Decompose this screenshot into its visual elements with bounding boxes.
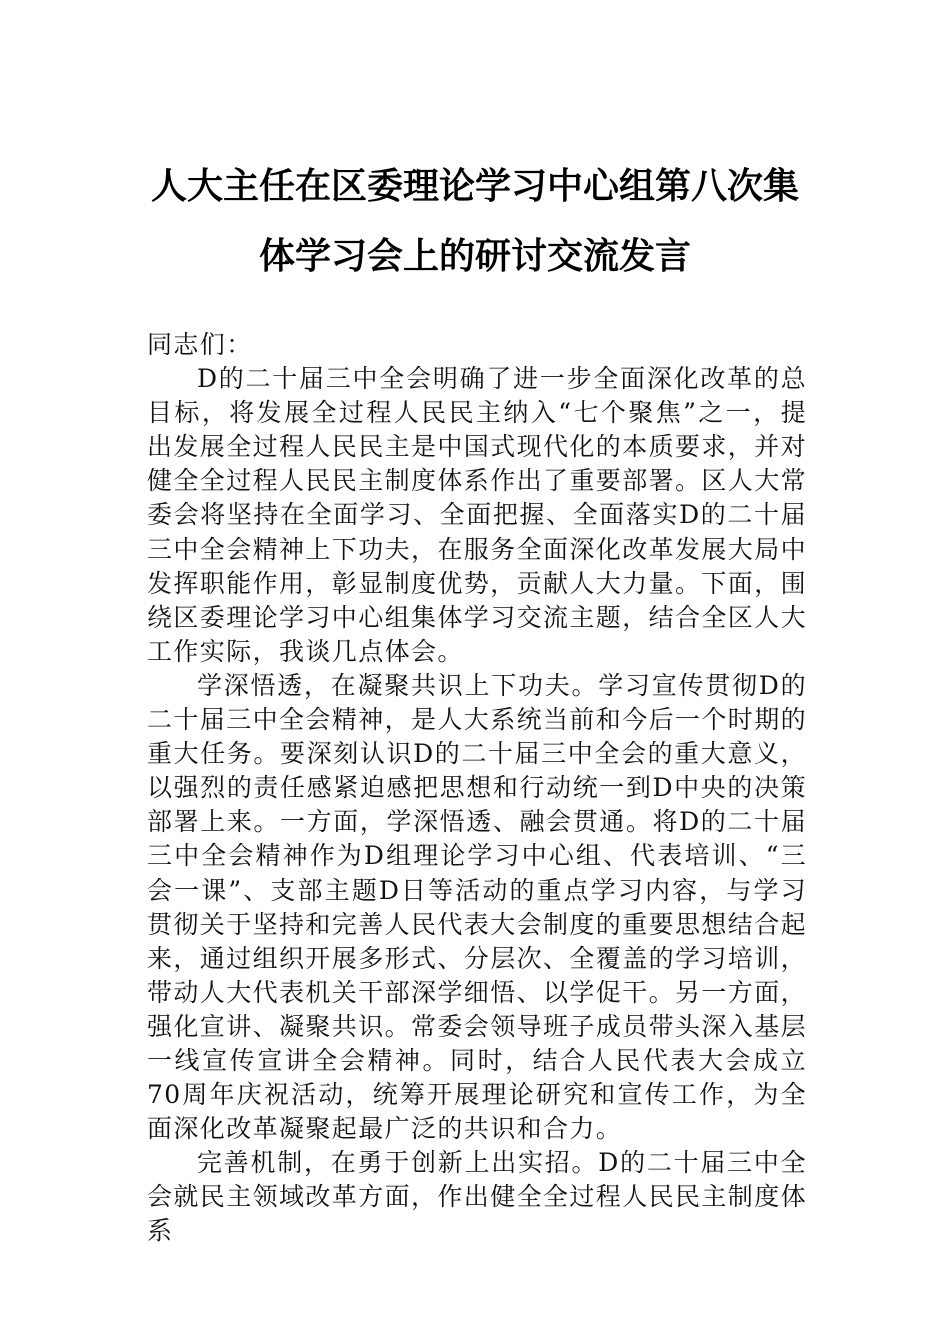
- paragraph-intro: D的二十届三中全会明确了进一步全面深化改革的总目标，将发展全过程人民民主纳入“七个聚焦”之一，提出发展全过程人民民主是中国式现代化的本质要求，并对健全全过程人民民主制度体系作出了重要部署。区人大常委会将坚持在全面学习、全面把握、全面落实D的二十届三中全会精神上下功夫，在服务全面深化改革发展大局中发挥职能作用，彰显制度优势，贡献人大力量。下面，围绕区委理论学习中心组集体学习交流主题，结合全区人大工作实际，我谈几点体会。: [147, 364, 808, 666]
- document-body: [147, 328, 807, 1249]
- document-title-line-1: 人大主任在区委理论学习中心组第八次集: [150, 165, 799, 207]
- paragraph-consensus: 学深悟透，在凝聚共识上下功夫。学习宣传贯彻D的二十届三中全会精神，是人大系统当前和今后一个时期的重大任务。要深刻认识D的二十届三中全会的重大意义，以强烈的责任感紧迫感把思想和行动统一到D中央的决策部署上来。一方面，学深悟透、融会贯通。将D的二十届三中全会精神作为D组理论学习中心组、代表培训、“三会一课”、支部主题D日等活动的重点学习内容，与学习贯彻关于坚持和完善人民代表大会制度的重要思想结合起来，通过组织开展多形式、分层次、全覆盖的学习培训，带动人大代表机关干部深学细悟、以学促干。另一方面，强化宣讲、凝聚共识。常委会领导班子成员带头深入基层一线宣传宣讲全会精神。同时，结合人民代表大会成立70周年庆祝活动，统筹开展理论研究和宣传工作，为全面深化改革凝聚起最广泛的共识和合力。: [147, 670, 808, 1144]
- paragraph-mechanism: 完善机制，在勇于创新上出实招。D的二十届三中全会就民主领域改革方面，作出健全全过程人民民主制度体系: [147, 1148, 808, 1246]
- salutation: 同志们：: [147, 330, 253, 359]
- document-title-line-2: 体学习会上的研讨交流发言: [258, 235, 691, 277]
